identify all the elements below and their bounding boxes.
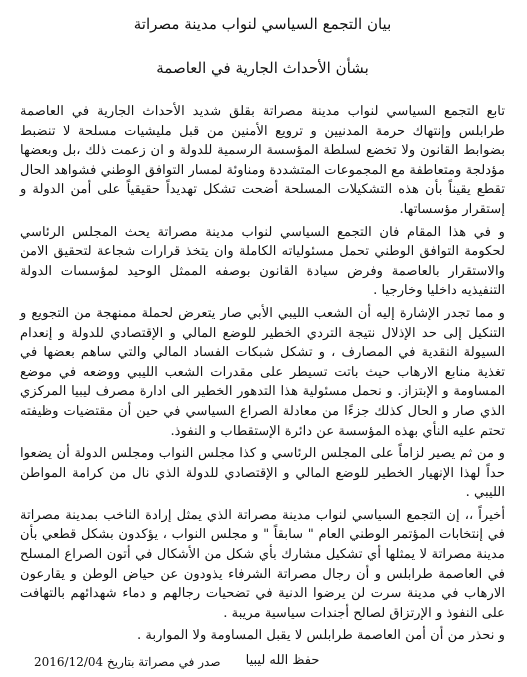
paragraph-demand: و من ثم يصير لزاماً على المجلس الرئاسي و كذا مجلس النواب ومجلس الدولة أن يضعوا حداً لهذا الإنهيار الخطير للوضع المالي و الإقتصادي للدولة الذي نال من كرامة المواطن الليبي . [20,446,505,501]
paragraph-concern: تابع التجمع السياسي لنواب مدينة مصراتة بقلق شديد الأحداث الجارية في العاصمة طرابلس وإنتهاك حرمة المدنيين و ترويع الأمنين من قبل مليشيات مسلحة لا تنضبط بضوابط القانون ولا تخضع لسلطة المؤسسة الرسمية للدولة و ان زعمت ذلك ،بل وبعضها مؤدلجة ومتعاطفة مع المجموعات المتشددة ومناوئة لمسار التوافق الوطني فشواهد الحال تقطع يقيناً بأن هذه التشكيلات المسلحة أضحت تشكل تهديداً حقيقياً على أمن الدولة و إستقرار مؤسساتها. [20,104,506,217]
paragraph-warning: و نحذر من أن أمن العاصمة طرابلس لا يقبل المساومة ولا المواربة . [137,628,505,644]
statement-title: بيان التجمع السياسي لنواب مدينة مصراتة [133,15,392,33]
paragraph-call-council: و في هذا المقام فان التجمع السياسي لنواب مدينة مصراتة يحث المجلس الرئاسي لحكومة التوافق الوطني تحمل مسئولياته الكاملة وان يتخذ قرارات شجاعة لتحقيق الامن والاستقرار بالعاصمة وفرض سيادة القانون بوصفه الممثل الوحيد لمؤسسات الدولة التنفيذيه داخليا وخارجيا . [20,224,505,299]
statement-body [20,102,505,646]
issue-dateline: صدر في مصراتة بتاريخ 2016/12/04 [34,655,221,669]
signoff: حفظ الله ليبيا [245,653,320,669]
paragraph-economic-crisis: و مما تجدر الإشارة إليه أن الشعب الليبي الأبي صار يتعرض لحملة ممنهجة من التجويع و التنكيل إلى حد الإذلال نتيجة التردي الخطير للوضع المالي و الإقتصادي للدولة و إنعدام السيولة النقدية في المصارف ، و تشكل شبكات الفساد المالي والتي ساهم بعضها في تغذية منابع الارهاب حيث باتت تسيطر على مقدرات الشعب الليبي ووضعه في موضع المساومة و الإبتزاز. و نحمل مسئولية هذا التدهور الخطير الى ادارة مصرف ليبيا المركزي الذي صار و الحال كذلك جزءًا من معادلة الصراع السياسي في حين أن مقتضيات وظيفته تحتم عليه النأي بهذه المؤسسة عن دائرة الإستقطاب و النفوذ. [20,305,505,439]
statement-subtitle: بشأن الأحداث الجارية في العاصمة [156,59,369,77]
paragraph-finally: أخيراً ،، إن التجمع السياسي لنواب مدينة مصراتة الذي يمثل إرادة الناخب بمدينة مصراتة في إنتخابات المؤتمر الوطني العام " سابقاً " و مجلس النواب ، يؤكدون بشكل قطعي بأن مدينة مصراتة لا يمثلها أي تشكيل مشارك بأي شكل من الأشكال في أتون الصراع المسلح في العاصمة طرابلس و أن رجال مصراتة الشرفاء يذودون عن حياض الوطن و يقارعون الارهاب في مدينة سرت لن يرضوا الدنية في تضحيات رجالهم و دماء شهدائهم بالتهافت على النفوذ و الإرتزاق لصالح أجندات سياسية مريبة . [20,507,505,621]
